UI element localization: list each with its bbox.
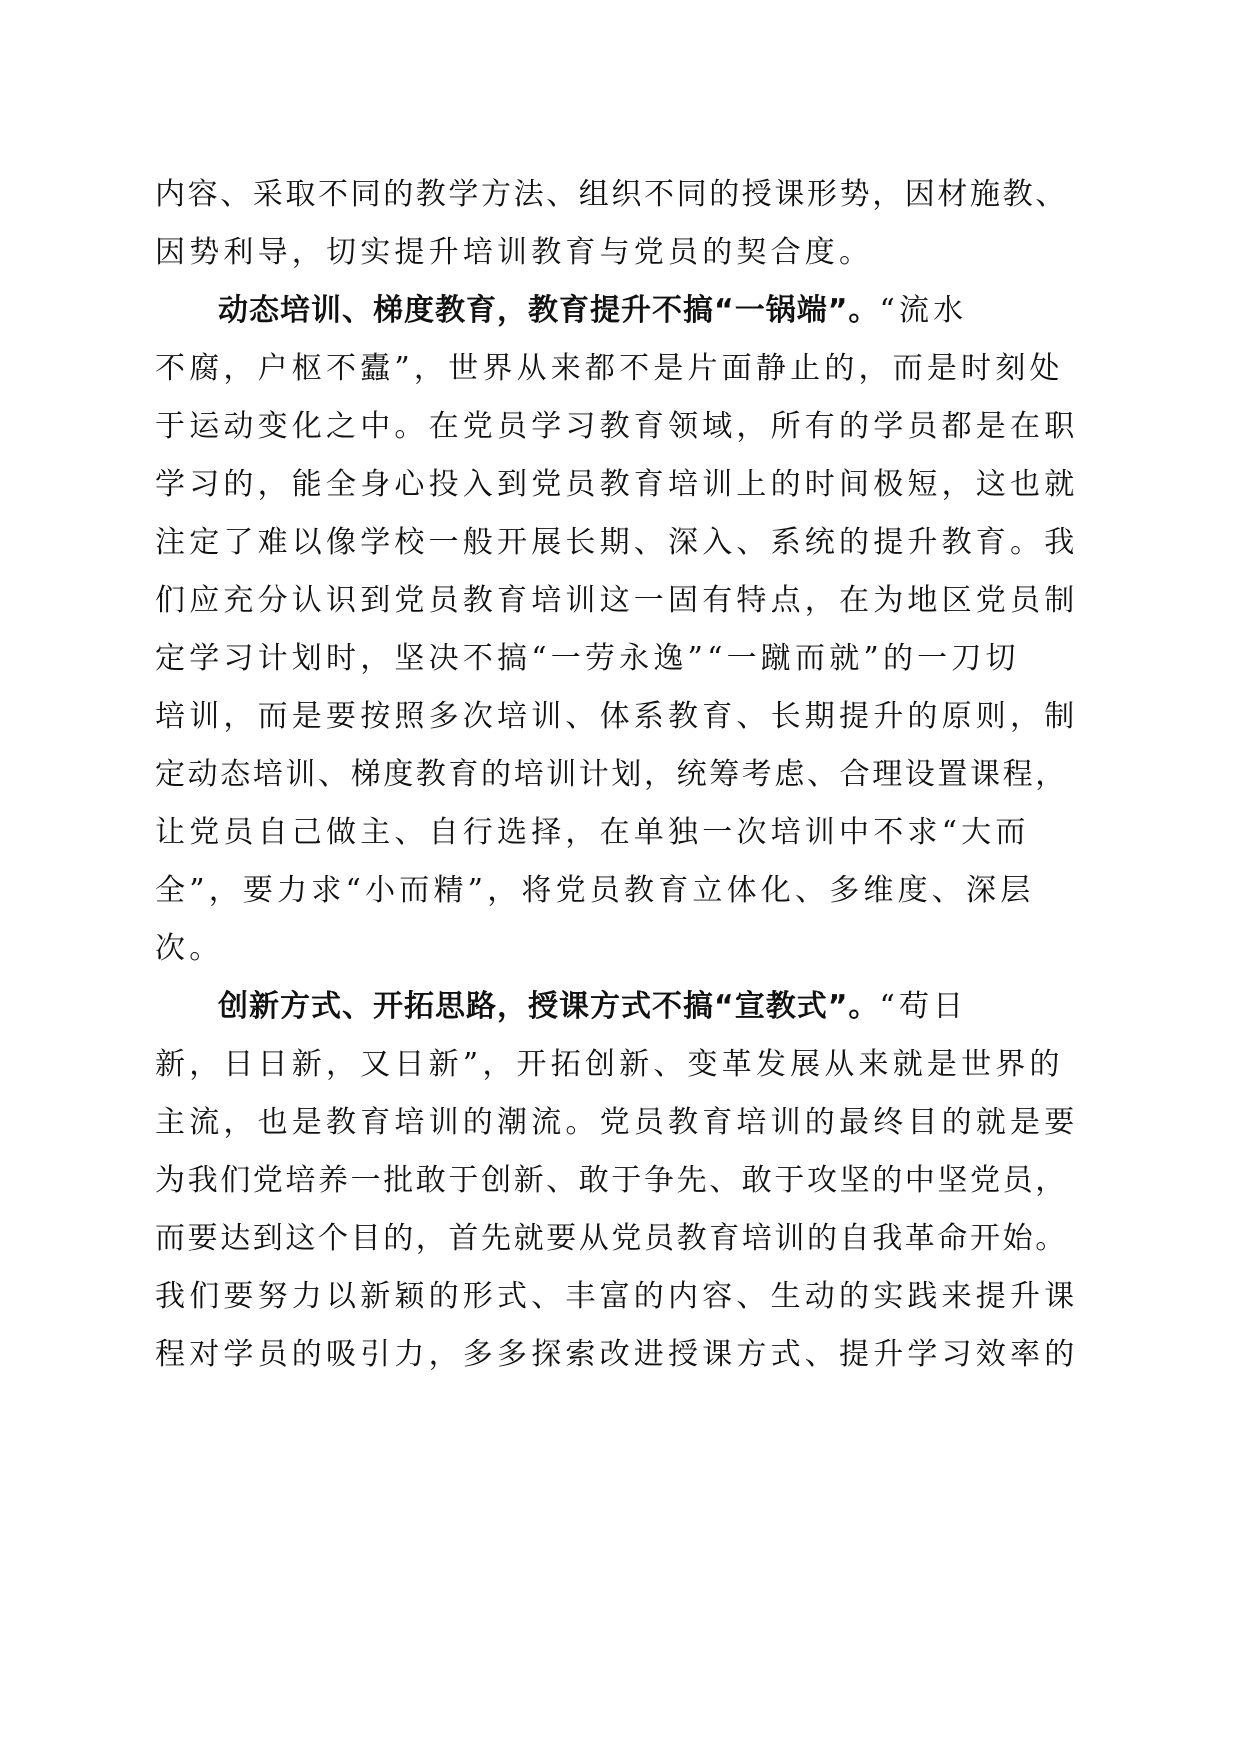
paragraph-2-first-line: [218, 288, 1095, 334]
paragraph-3-line: 我们要努力以新颖的形式、丰富的内容、生动的实践来提升课: [155, 1279, 1079, 1314]
paragraph-2-line: 于运动变化之中。在党员学习教育领域，所有的学员都是在职: [155, 409, 1079, 444]
paragraph-3-first-line-rest: “苟日: [879, 989, 968, 1024]
paragraph-2-line: 培训，而是要按照多次培训、体系教育、长期提升的原则，制: [155, 699, 1079, 734]
paragraph-2-line: 全”，要力求“小而精”，将党员教育立体化、多维度、深层: [155, 873, 1035, 908]
paragraph-3-line: 新，日日新，又日新”，开拓创新、变革发展从来就是世界的: [155, 1047, 1064, 1082]
paragraph-3-line: 为我们党培养一批敢于创新、敢于争先、敢于攻坚的中坚党员，: [155, 1163, 1068, 1198]
paragraph-3-heading: 创新方式、开拓思路，授课方式不搞“宣教式”。: [218, 989, 880, 1024]
paragraph-3-line: 程对学员的吸引力，多多探索改进授课方式、提升学习效率的: [155, 1337, 1079, 1372]
paragraph-2-first-line-rest: “流水: [879, 293, 968, 328]
paragraph-3-first-line: [218, 984, 1095, 1030]
paragraph-2-line: 让党员自己做主、自行选择，在单独一次培训中不求“大而: [155, 815, 1030, 850]
paragraph-2-line: 不腐，户枢不蠹”，世界从来都不是片面静止的，而是时刻处: [155, 351, 1064, 386]
paragraph-1-line-1: 内容、采取不同的教学方法、组织不同的授课形势，因材施教、: [155, 177, 1068, 212]
paragraph-2-line: 们应充分认识到党员教育培训这一固有特点，在为地区党员制: [155, 583, 1079, 618]
paragraph-2-line: 定学习计划时，坚决不搞“一劳永逸”“一蹴而就”的一刀切: [155, 641, 1020, 676]
paragraph-2-line: 学习的，能全身心投入到党员教育培训上的时间极短，这也就: [155, 467, 1079, 502]
paragraph-1-line-2: 因势利导，切实提升培训教育与党员的契合度。: [155, 235, 874, 270]
paragraph-2-line: 注定了难以像学校一般开展长期、深入、系统的提升教育。我: [155, 525, 1079, 560]
paragraph-2-heading: 动态培训、梯度教育，教育提升不搞“一锅端”。: [218, 293, 880, 328]
paragraph-3-line: 主流，也是教育培训的潮流。党员教育培训的最终目的就是要: [155, 1105, 1079, 1140]
paragraph-3-line: 而要达到这个目的，首先就要从党员教育培训的自我革命开始。: [155, 1221, 1068, 1256]
paragraph-2-line: 次。: [155, 931, 224, 966]
paragraph-2-line: 定动态培训、梯度教育的培训计划，统筹考虑、合理设置课程，: [155, 757, 1068, 792]
